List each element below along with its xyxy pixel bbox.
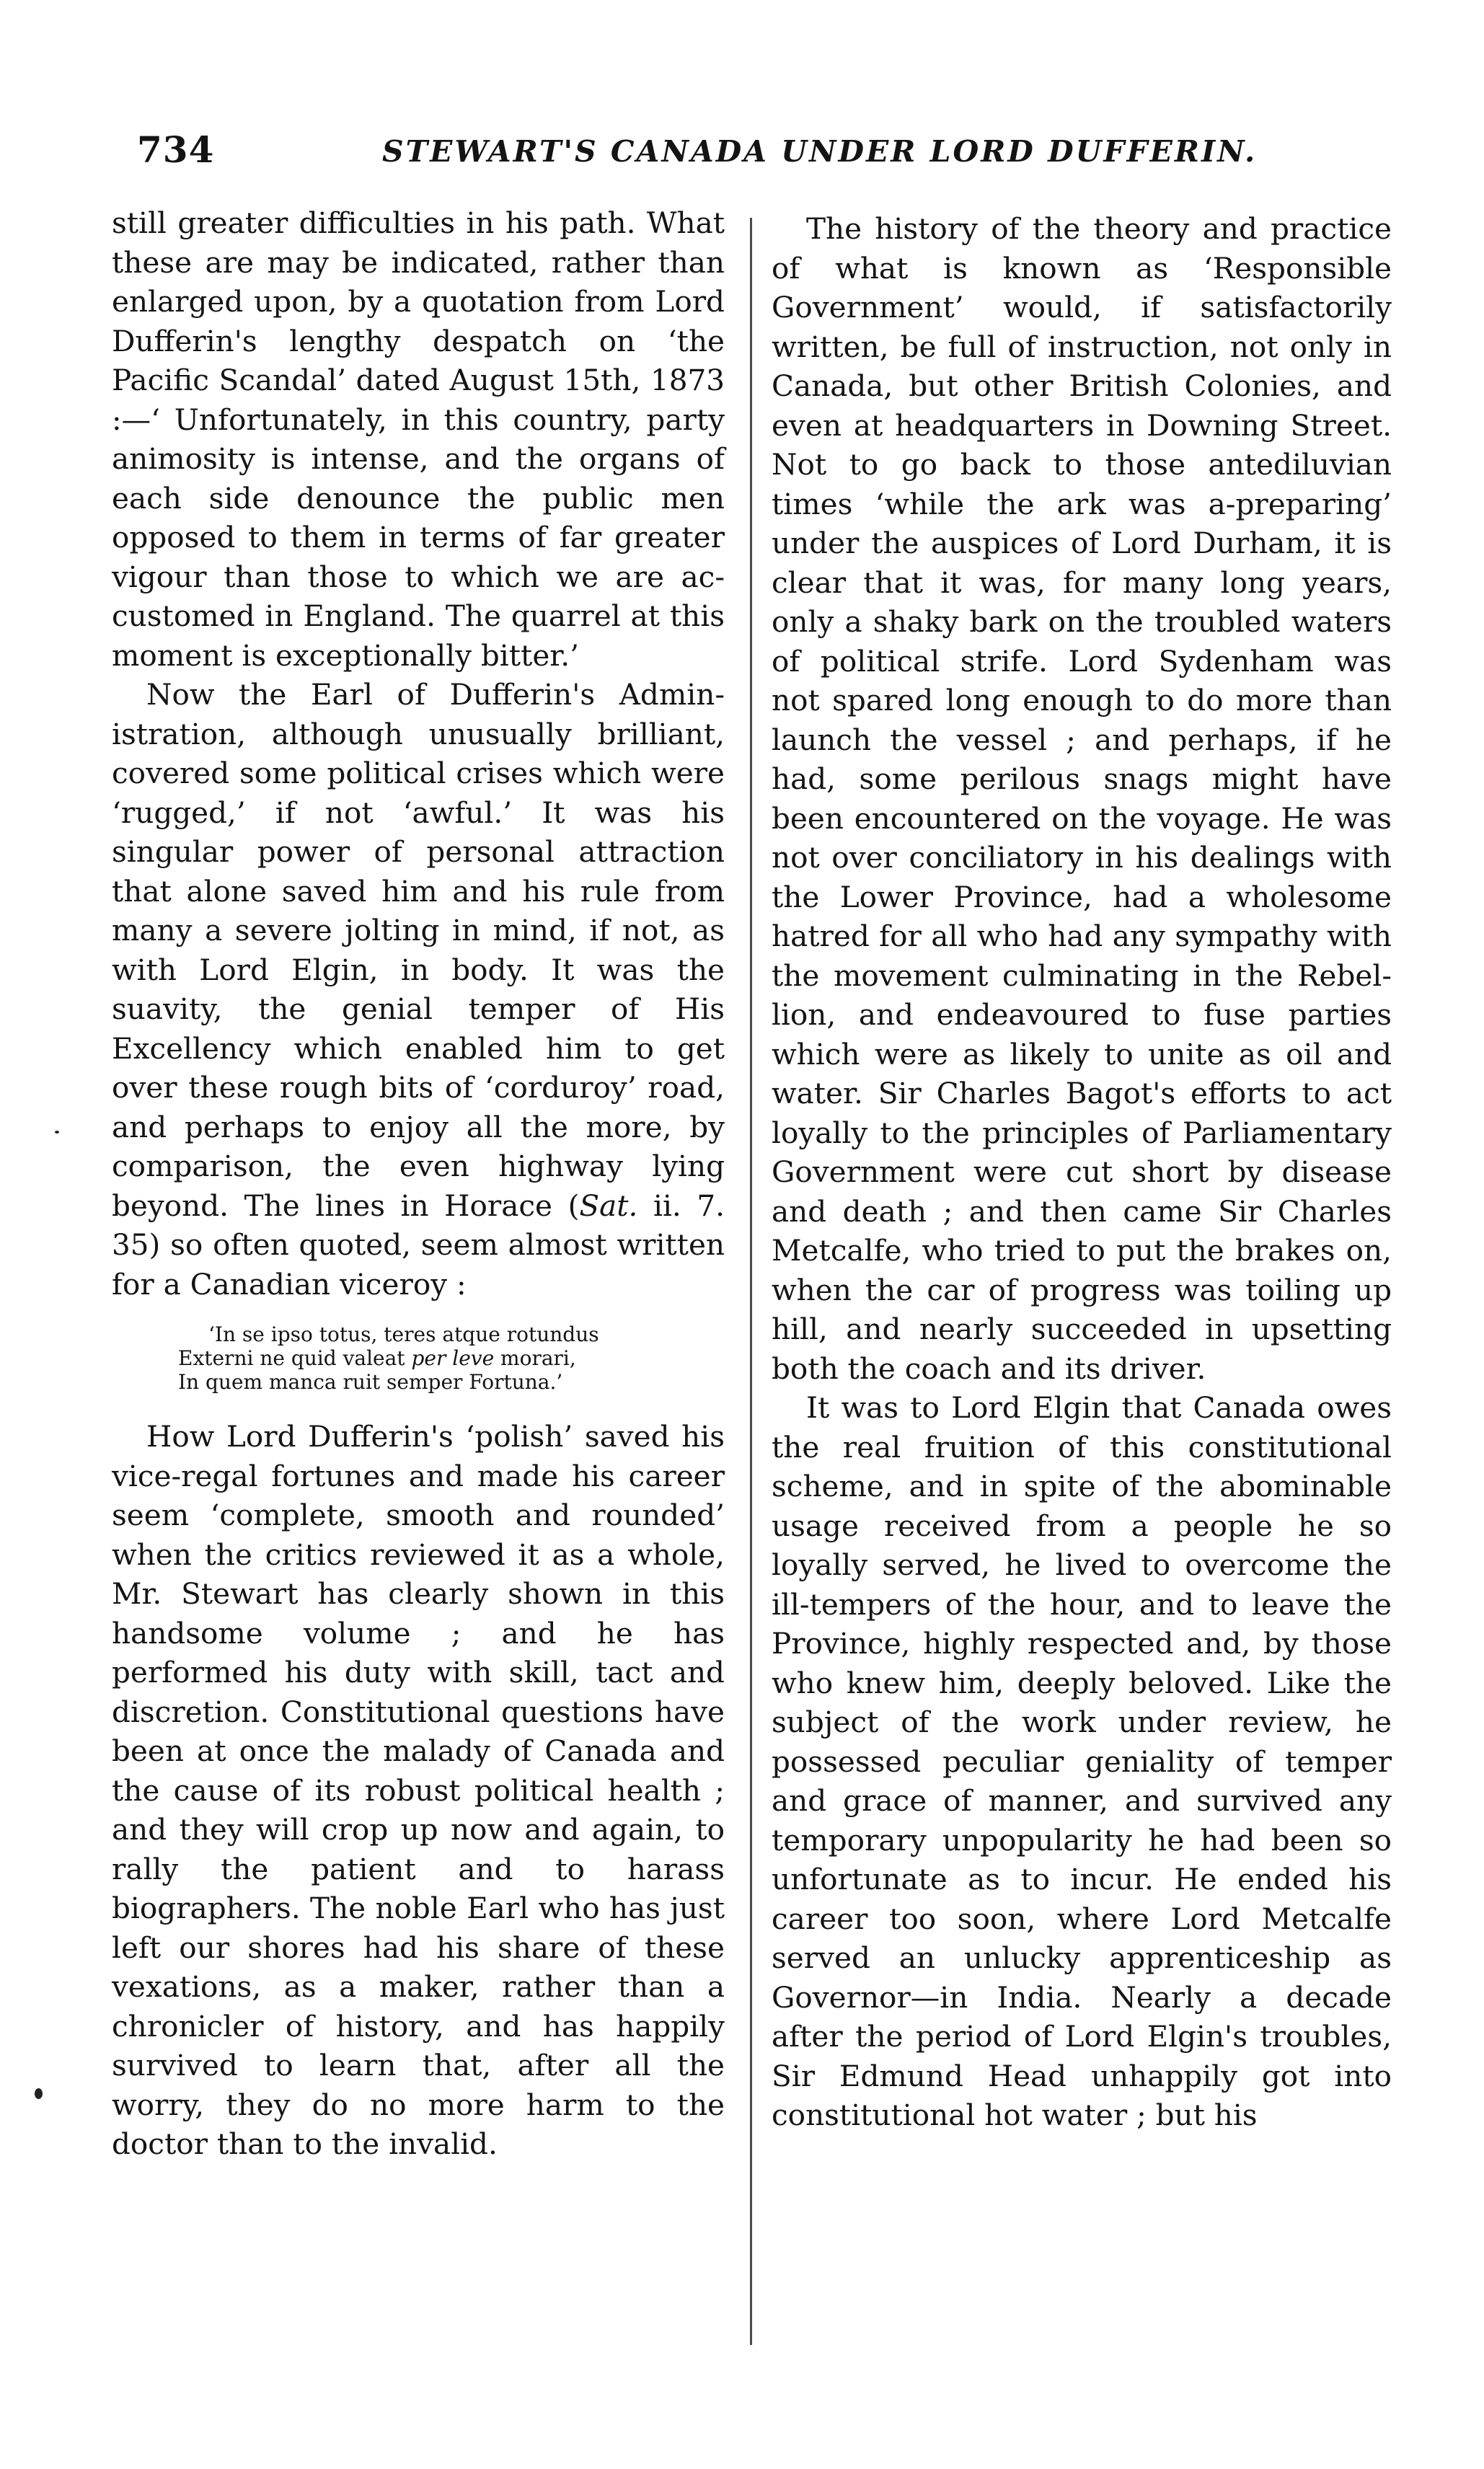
page-number: 734 [137,128,215,171]
margin-ink-spot [55,1131,59,1134]
column-divider [750,218,752,2345]
quote-line-2 [156,1346,690,1370]
paragraph-text: ii. 7. 35) so often quoted, seem almost written for a Canadian viceroy : [112,1188,725,1302]
quote-italic: per leve [411,1346,495,1370]
margin-ink-spot [35,2088,43,2099]
paragraph-polish: How Lord Dufferin's ‘polish’ saved his vice-regal fortunes and made his career seem ‘complete, smooth and rounded’ when the critics reviewed it as a whole, Mr. Stewart has clearly shown in this handsome volume ; and he has performed his duty with skill, tact and discretion. Constitutional questions have been at once the malady of Canada and the cause of its robust political health ; and they will crop up now and again, to rally the patient and to harass biographers. The noble Earl who has just left our shores had his share of these vexations, as a maker, rather than a chronicler of history, and has happily survived to learn that, after all the worry, they do no more harm to the doctor than to the invalid. [112,1419,725,2161]
paragraph-lord-elgin: It was to Lord Elgin that Canada owes the real fruition of this constitutional scheme, and in spite of the abominable usage received from a people he so loyally served, he lived to overcome the ill-tempers of the hour, and to leave the Province, highly respected and, by those who knew him, deeply beloved. Like the subject of the work under review, he possessed peculiar geniality of temper and grace of manner, and survived any temporary unpopularity he had been so unfortunate as to incur. He ended his career too soon, where Lord Metcalfe served an unlucky apprenticeship as Governor—in India. Nearly a decade after the period of Lord Elgin's troubles, Sir Edmund Head unhappily got into constitutional hot water ; but his [772,1390,1392,2132]
paragraph-text: Now the Earl of Dufferin's Administration, although unusually brilliant, covered some political crises which were ‘rugged,’ if not ‘awful.’ It was his singular power of personal attraction that alone saved him and his rule from many a severe jolting in mind, if not, as with Lord Elgin, in body. It was the suavity, the genial temper of His Excellency which enabled him to get over these rough bits of ‘corduroy’ road, and perhaps to enjoy all the more, by comparison, the even highway lying beyond. The lines in Horace ( [112,677,725,1223]
paragraph-responsible-government: The history of the theory and practice of what is known as ‘Responsible Government’ would, if satisfactorily written, be full of instruction, not only in Canada, but other British Colonies, and even at headquarters in Downing Street. Not to go back to those antediluvian times ‘while the ark was a-preparing’ under the auspices of Lord Durham, it is clear that it was, for many long years, only a shaky bark on the troubled waters of political strife. Lord Sydenham was not spared long enough to do more than launch the vessel ; and perhaps, if he had, some perilous snags might have been encountered on the voyage. He was not over conciliatory in his dealings with the Lower Province, had a wholesome hatred for all who had any sympathy with the movement culminating in the Rebellion, and endeavoured to fuse parties which were as likely to unite as oil and water. Sir Charles Bagot's efforts to act loyally to the principles of Parliamentary Government were cut short by disease and death ; and then came Sir Charles Metcalfe, who tried to put the brakes on, when the car of progress was toiling up hill, and nearly succeeded in upsetting both the coach and its driver. [772,211,1392,1386]
paragraph-pacific-scandal: still greater difficulties in his path. What these are may be indicated, rather than enlarged upon, by a quotation from Lord Dufferin's lengthy despatch on ‘the Pacific Scandal’ dated August 15th, 1873 :—‘ Unfortunately, in this country, party animosity is intense, and the organs of each side denounce the public men opposed to them in terms of far greater vigour than those to which we are accustomed in England. The quarrel at this moment is exceptionally bitter.’ [112,206,725,673]
horace-quotation [156,1322,690,1394]
quote-line-3: In quem manca ruit semper Fortuna.’ [178,1370,563,1394]
quote-text: Externi ne quid valeat [178,1346,412,1370]
quote-text: morari, [494,1346,576,1370]
quote-line-1: ‘In se ipso totus, teres atque rotundus [208,1322,599,1346]
right-column [772,209,1392,2135]
left-column [112,203,725,2164]
running-head-title: STEWART'S CANADA UNDER LORD DUFFERIN. [382,134,1258,169]
horace-satire-reference: Sat. [579,1188,638,1223]
paragraph-administration [112,675,725,1304]
